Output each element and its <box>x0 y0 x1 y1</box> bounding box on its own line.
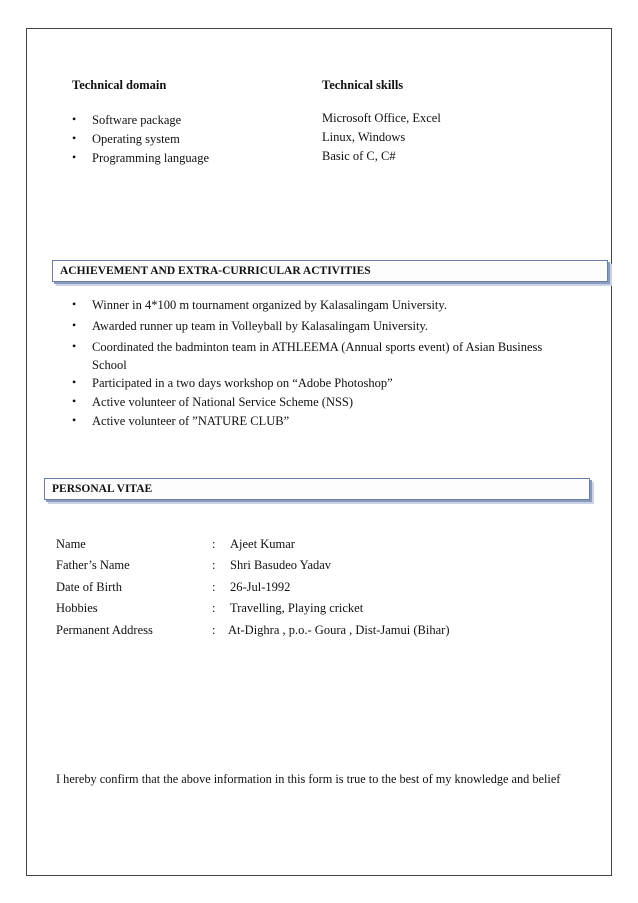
personal-colon: : <box>212 558 216 572</box>
bullet-icon: • <box>72 413 77 427</box>
bullet-icon: • <box>72 394 77 408</box>
skill-item: Microsoft Office, Excel <box>322 111 441 125</box>
achievement-item: Winner in 4*100 m tournament organized by Kalasalingam University. <box>92 298 447 312</box>
bullet-icon: • <box>72 150 77 164</box>
declaration-text: I hereby confirm that the above information in this form is true to the best of my knowledge and belief <box>56 772 561 786</box>
achievement-item: Active volunteer of National Service Scheme (NSS) <box>92 395 354 409</box>
domain-item: Programming language <box>92 151 209 165</box>
personal-colon: : <box>212 580 216 594</box>
personal-row-address <box>56 620 596 640</box>
personal-label: Father’s Name <box>56 558 130 572</box>
domain-item: Software package <box>92 113 182 127</box>
achievements-heading: ACHIEVEMENT AND EXTRA-CURRICULAR ACTIVITIES <box>52 260 608 282</box>
technical-domain-heading: Technical domain <box>72 78 167 92</box>
personal-label: Date of Birth <box>56 580 122 594</box>
personal-row-father <box>56 555 596 575</box>
achievement-item: Participated in a two days workshop on “Adobe Photoshop” <box>92 376 393 390</box>
achievement-item: Awarded runner up team in Volleyball by Kalasalingam University. <box>92 319 429 333</box>
personal-value: Shri Basudeo Yadav <box>230 558 332 572</box>
personal-value: Travelling, Playing cricket <box>230 601 364 615</box>
bullet-icon: • <box>72 339 77 353</box>
achievement-item: Coordinated the badminton team in ATHLEEMA (Annual sports event) of Asian Business School <box>92 340 543 372</box>
personal-row-dob <box>56 577 596 597</box>
bullet-icon: • <box>72 375 77 389</box>
technical-skills-heading: Technical skills <box>322 78 404 92</box>
skill-item: Linux, Windows <box>322 130 406 144</box>
personal-colon: : <box>212 601 216 615</box>
skill-item: Basic of C, C# <box>322 149 396 163</box>
personal-vitae-heading: PERSONAL VITAE <box>44 478 590 500</box>
bullet-icon: • <box>72 112 77 126</box>
personal-colon: : <box>212 537 216 551</box>
achievement-item: Active volunteer of ”NATURE CLUB” <box>92 414 290 428</box>
bullet-icon: • <box>72 297 77 311</box>
domain-item: Operating system <box>92 132 180 146</box>
bullet-icon: • <box>72 131 77 145</box>
personal-label: Hobbies <box>56 601 98 615</box>
personal-colon: : <box>212 623 216 637</box>
personal-row-name <box>56 534 596 554</box>
personal-row-hobbies <box>56 598 596 618</box>
personal-value: Ajeet Kumar <box>230 537 295 551</box>
personal-value: 26-Jul-1992 <box>230 580 291 594</box>
bullet-icon: • <box>72 318 77 332</box>
personal-value: At-Dighra , p.o.- Goura , Dist-Jamui (Bihar) <box>228 623 450 637</box>
personal-label: Permanent Address <box>56 623 153 637</box>
personal-label: Name <box>56 537 86 551</box>
